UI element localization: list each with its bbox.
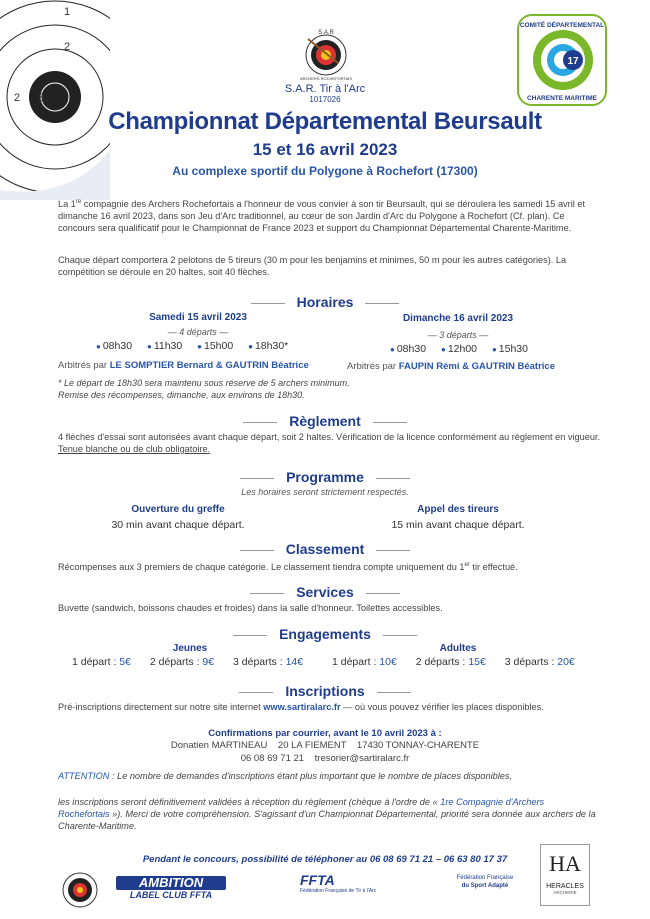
contact-email[interactable]: tresorier@sartiralarc.fr: [314, 753, 410, 764]
section-programme: Programme: [0, 469, 650, 485]
section-horaires: Horaires: [0, 294, 650, 310]
svg-text:S.A.R: S.A.R: [318, 30, 334, 36]
event-dates: 15 et 16 avril 2023: [252, 140, 398, 159]
main-title: Championnat Départemental Beursault: [108, 108, 542, 135]
sunday-departs: — 3 départs —: [427, 330, 489, 340]
intro-paragraph: La 1re compagnie des Archers Rochefortais a l'honneur de vous convier à son tir Beursault, qui se déroulera les samedi 15 avril et dimanche 16 avril 2023, dans son Jeu d'Arc traditionnel, au cœur de son Jardin d'Arc du Polygone à Rochefort (Cf. plan). Ce concours sera qualificatif pour le Championnat de France 2023 et support du Championnat Départemental Charente-Maritime.: [58, 199, 585, 234]
confirm-title: Confirmations par courrier, avant le 10 avril 2023 à :: [208, 728, 442, 739]
site-link[interactable]: www.sartiralarc.fr: [263, 702, 341, 712]
svg-text:COMITÉ DÉPARTEMENTAL: COMITÉ DÉPARTEMENTAL: [519, 22, 605, 29]
event-location: Au complexe sportif du Polygone à Rochefort (17300): [172, 164, 478, 178]
target-number-2b: 2: [14, 92, 21, 104]
greffe-title: Ouverture du greffe: [131, 504, 225, 515]
horaires-note: * Le départ de 18h30 sera maintenu sous réserve de 5 archers minimum. Remise des récompenses, dimanche, aux environs de 18h30.: [58, 378, 350, 400]
sunday-title: Dimanche 16 avril 2023: [402, 313, 514, 324]
services-text: Buvette (sandwich, boissons chaudes et froides) dans la salle d'honneur. Toilettes accessibles.: [58, 603, 443, 613]
programme-subtitle: Les horaires seront strictement respectés.: [241, 487, 409, 497]
section-services: Services: [0, 584, 650, 600]
sport-adapte-logo: Fédération Française du Sport Adapté: [456, 875, 514, 889]
heracles-logo: HA HERACLES ARCHERIE: [540, 844, 590, 906]
section-classement: Classement: [0, 541, 650, 557]
adultes-prices: 1 départ : 10€ 2 départs : 15€ 3 départs : 20€: [332, 656, 575, 668]
attention-text: ATTENTION : Le nombre de demandes d'inscriptions étant plus important que le nombre de places disponibles,: [58, 771, 513, 781]
comite-logo: [517, 14, 607, 106]
appel-title: Appel des tireurs: [417, 504, 499, 515]
jeunes-title: Jeunes: [172, 643, 208, 654]
section-engagements: Engagements: [0, 626, 650, 642]
target-number-2a: 2: [64, 41, 71, 53]
club-number: 1017026: [309, 95, 341, 104]
jeunes-prices: 1 départ : 5€ 2 départs : 9€ 3 départs : 14€: [72, 656, 304, 668]
sunday-times: ● 08h30 ● 12h00 ● 15h30: [390, 343, 528, 355]
postal-address: Donatien MARTINEAU 20 LA FIEMENT 17430 TONNAY-CHARENTE: [170, 740, 480, 751]
intro-paragraph-2: Chaque départ comportera 2 pelotons de 5 tireurs (30 m pour les benjamins et minimes, 50 m pour les autres catégories). La compétition se déroule en 20 haltes, soit 40 flèches.: [58, 255, 567, 277]
inscriptions-text: Pré-inscriptions directement sur notre site internet www.sartiralarc.fr — où vous pouvez vérifier les places disponibles.: [58, 702, 544, 712]
footer-phone-line: Pendant le concours, possibilité de téléphoner au 06 08 69 71 21 – 06 63 80 17 37: [142, 854, 508, 865]
target-number-3: 3: [38, 92, 45, 104]
reglement-text: 4 flèches d'essai sont autorisées avant chaque départ, soit 2 haltes. Vérification de la licence conformément au règlement en vigueur. Tenue blanche ou de club obligatoire.: [58, 432, 601, 454]
appel-text: 15 min avant chaque départ.: [391, 519, 525, 531]
svg-text:CHARENTE MARITIME: CHARENTE MARITIME: [526, 95, 598, 102]
club-name: S.A.R. Tir à l'Arc: [284, 83, 366, 95]
section-inscriptions: Inscriptions: [0, 683, 650, 699]
saturday-referees: Arbitrés par LE SOMPTIER Bernard & GAUTRIN Béatrice: [58, 360, 309, 371]
classement-text: Récompenses aux 3 premiers de chaque catégorie. Le classement tiendra compte uniquement du 1er tir effectué.: [58, 562, 518, 573]
target-number-1: 1: [64, 6, 71, 18]
svg-text:17: 17: [567, 56, 579, 67]
section-reglement: Règlement: [0, 413, 650, 429]
sar-footer-logo: [58, 866, 102, 910]
svg-text:ARCHERS ROCHEFORTAIS: ARCHERS ROCHEFORTAIS: [299, 76, 353, 81]
contact-line: 06 08 69 71 21 tresorier@sartiralarc.fr: [240, 753, 410, 764]
adultes-title: Adultes: [439, 643, 477, 654]
saturday-times: ● 08h30 ● 11h30 ● 15h00 ● 18h30*: [96, 340, 289, 352]
sar-logo: [298, 27, 354, 81]
ambition-logo: AMBITION LABEL CLUB FFTA: [116, 876, 226, 900]
sunday-referees: Arbitrés par FAUPIN Rémi & GAUTRIN Béatrice: [347, 361, 556, 372]
greffe-text: 30 min avant chaque départ.: [111, 519, 245, 531]
ffta-logo: FFTA Fédération Française de Tir à l'Arc: [300, 872, 377, 894]
attention-text-2: les inscriptions seront définitivement validées à réception du règlement (chèque à l'ordre de « 1re Compagnie d'Archers Rochefortais »). Merci de votre compréhension. S'agissant d'un Championnat Départemental, priorité sera donnée aux archers de la Charente-Maritime.: [58, 797, 596, 831]
saturday-title: Samedi 15 avril 2023: [149, 312, 247, 323]
saturday-departs: — 4 départs —: [167, 327, 229, 337]
